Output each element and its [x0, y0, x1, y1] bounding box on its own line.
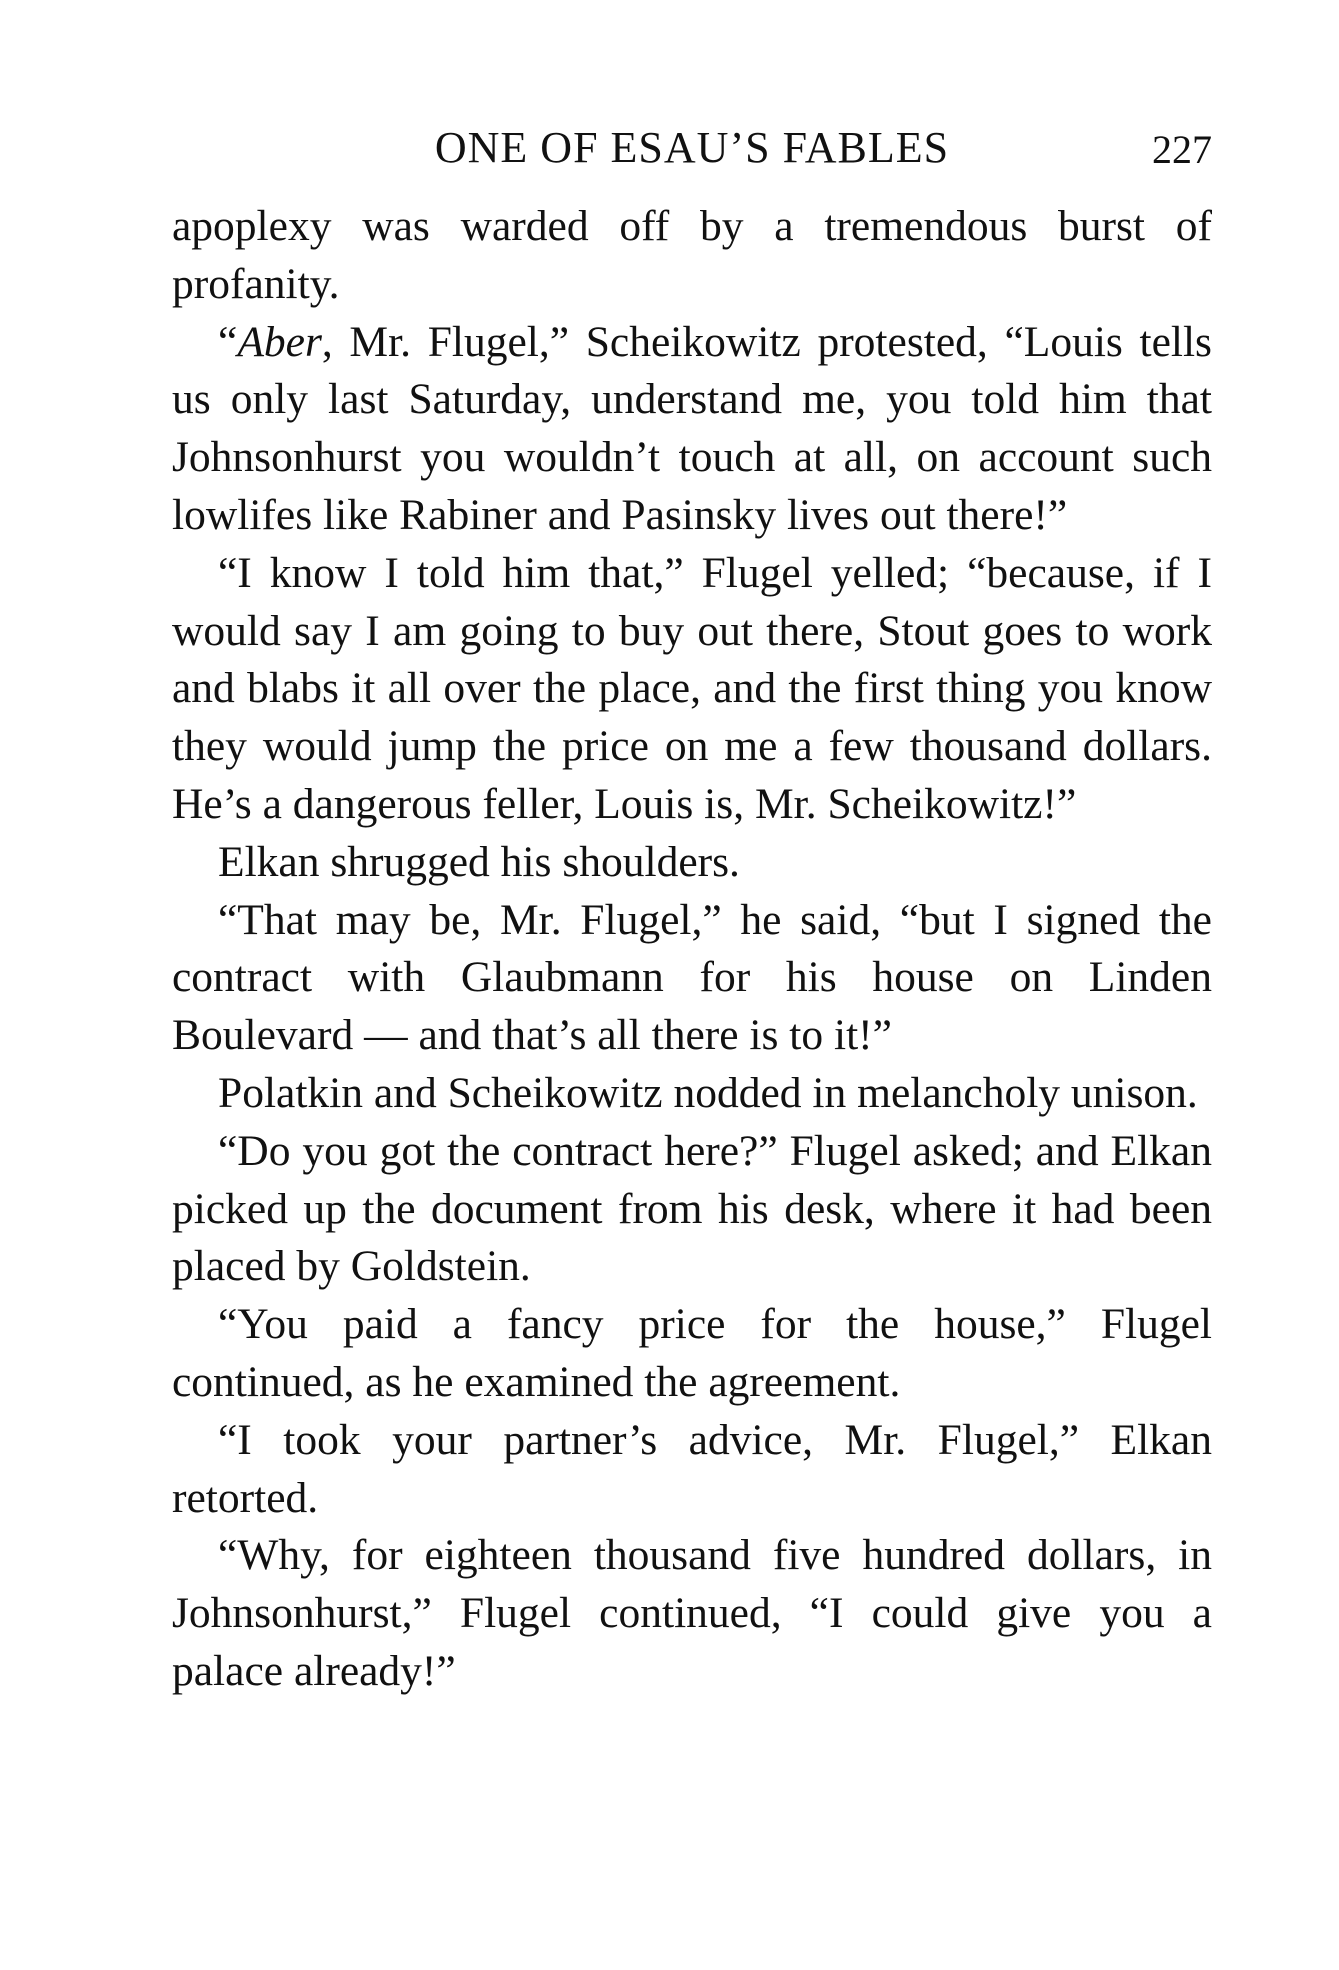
- paragraph-7: “Do you got the contract here?” Flugel asked; and Elkan picked up the document from his desk, where it had been placed by Goldstein.: [172, 1126, 1212, 1291]
- paragraph-1: apoplexy was warded off by a tremendous burst of profanity.: [172, 202, 1212, 308]
- paragraph-6: Polatkin and Scheikowitz nodded in melancholy unison.: [218, 1068, 1198, 1117]
- foreign-word: Aber: [237, 317, 322, 366]
- paragraph-8: “You paid a fancy price for the house,” Flugel continued, as he examined the agreement.: [172, 1300, 1212, 1406]
- paragraph-5: “That may be, Mr. Flugel,” he said, “but I signed the contract with Glaubmann for his house on Linden Boulevard — and that’s all there is to it!”: [172, 895, 1212, 1060]
- body-text: [172, 198, 1212, 1701]
- page-number: 227: [1152, 127, 1212, 172]
- paragraph-9: “I took your partner’s advice, Mr. Flugel,” Elkan retorted.: [172, 1415, 1212, 1522]
- paragraph-4: Elkan shrugged his shoulders.: [218, 837, 740, 886]
- paragraph-10: “Why, for eighteen thousand five hundred dollars, in Johnsonhurst,” Flugel continued, “I could give you a palace already!”: [172, 1531, 1212, 1695]
- paragraph-3: “I know I told him that,” Flugel yelled; “because, if I would say I am going to buy out there, Stout goes to work and blabs it all over the place, and the first thing you know they would jump the price on me a few thousand dollars. He’s a dangerous feller, Louis is, Mr. Scheikowitz!”: [172, 548, 1212, 828]
- open-quote: “: [218, 317, 238, 366]
- running-title: ONE OF ESAU’S FABLES: [434, 123, 950, 172]
- paragraph-2-text: , Mr. Flugel,” Scheikowitz protested, “Louis tells us only last Saturday, understand me, you told him that Johnsonhurst you wouldn’t touch at all, on account such lowlifes like Rabiner and Pasinsky lives out there!”: [172, 317, 1212, 539]
- paragraph-2: [172, 314, 1212, 545]
- running-head: [172, 118, 1212, 178]
